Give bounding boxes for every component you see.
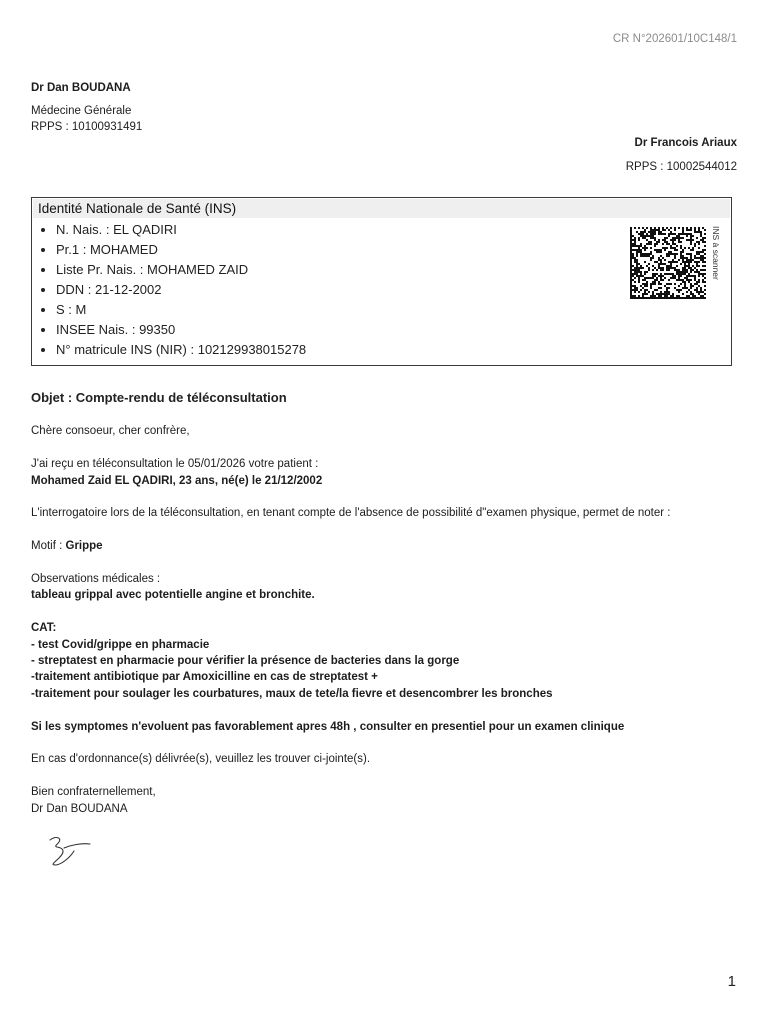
recipient-name: Dr Francois Ariaux bbox=[634, 137, 737, 149]
motif-value: Grippe bbox=[65, 540, 103, 553]
ins-title: Identité Nationale de Santé (INS) bbox=[33, 199, 730, 218]
recipient-block bbox=[626, 135, 737, 175]
greeting: Chère consoeur, cher confrère, bbox=[31, 425, 190, 438]
ins-item: • Pr.1 : MOHAMED bbox=[56, 240, 731, 260]
warning-text: Si les symptomes n'evoluent pas favorablement apres 48h , consulter en presentiel pour un examen clinique bbox=[31, 720, 625, 733]
ins-item: • N. Nais. : EL QADIRI bbox=[56, 220, 731, 240]
intro-text: J'ai reçu en téléconsultation le 05/01/2026 votre patient : bbox=[31, 458, 319, 471]
sender-rpps: RPPS : 10100931491 bbox=[31, 121, 143, 133]
qr-code-icon bbox=[630, 227, 706, 299]
ins-item: • N° matricule INS (NIR) : 102129938015278 bbox=[56, 340, 731, 360]
ins-item: • Liste Pr. Nais. : MOHAMED ZAID bbox=[56, 260, 731, 280]
page-number: 1 bbox=[727, 973, 736, 990]
observations-label: Observations médicales : bbox=[31, 573, 161, 585]
cat-line: - streptatest en pharmacie pour vérifier la présence de bacteries dans la gorge bbox=[31, 655, 460, 668]
ins-item: • INSEE Nais. : 99350 bbox=[56, 320, 731, 340]
observations-value: tableau grippal avec potentielle angine et bronchite. bbox=[31, 589, 315, 602]
motif-label: Motif : bbox=[31, 540, 66, 553]
signature-name: Dr Dan BOUDANA bbox=[31, 802, 128, 815]
cat-title: CAT: bbox=[31, 622, 57, 635]
letter-subject: Objet : Compte-rendu de téléconsultation bbox=[31, 390, 287, 405]
interrogatoire-text: L'interrogatoire lors de la téléconsultation, en tenant compte de l'absence de possibilité d"examen physique, permet de noter : bbox=[31, 507, 671, 520]
closing-text: Bien confraternellement, bbox=[31, 786, 156, 799]
document-reference: CR N°202601/10C148/1 bbox=[612, 33, 737, 45]
letter-body bbox=[31, 390, 741, 817]
ins-item: • S : M bbox=[56, 300, 731, 320]
ins-item: • DDN : 21-12-2002 bbox=[56, 280, 731, 300]
ins-box bbox=[31, 197, 732, 366]
motif-line bbox=[31, 538, 741, 554]
patient-line: Mohamed Zaid EL QADIRI, 23 ans, né(e) le 21/12/2002 bbox=[31, 474, 323, 487]
sender-name: Dr Dan BOUDANA bbox=[31, 82, 131, 94]
qr-label: INS à scanner bbox=[711, 226, 721, 280]
cat-line: -traitement antibiotique par Amoxicilline en cas de streptatest + bbox=[31, 671, 378, 684]
signature-icon bbox=[46, 834, 94, 870]
ins-list bbox=[32, 220, 731, 360]
cat-line: - test Covid/grippe en pharmacie bbox=[31, 638, 210, 651]
sender-specialty: Médecine Générale bbox=[31, 105, 132, 117]
cat-line: -traitement pour soulager les courbatures, maux de tete/la fievre et desencombrer les bronches bbox=[31, 687, 553, 700]
sender-block bbox=[31, 80, 142, 135]
ordonnance-text: En cas d'ordonnance(s) délivrée(s), veuillez les trouver ci-jointe(s). bbox=[31, 753, 371, 766]
recipient-rpps: RPPS : 10002544012 bbox=[625, 161, 737, 173]
